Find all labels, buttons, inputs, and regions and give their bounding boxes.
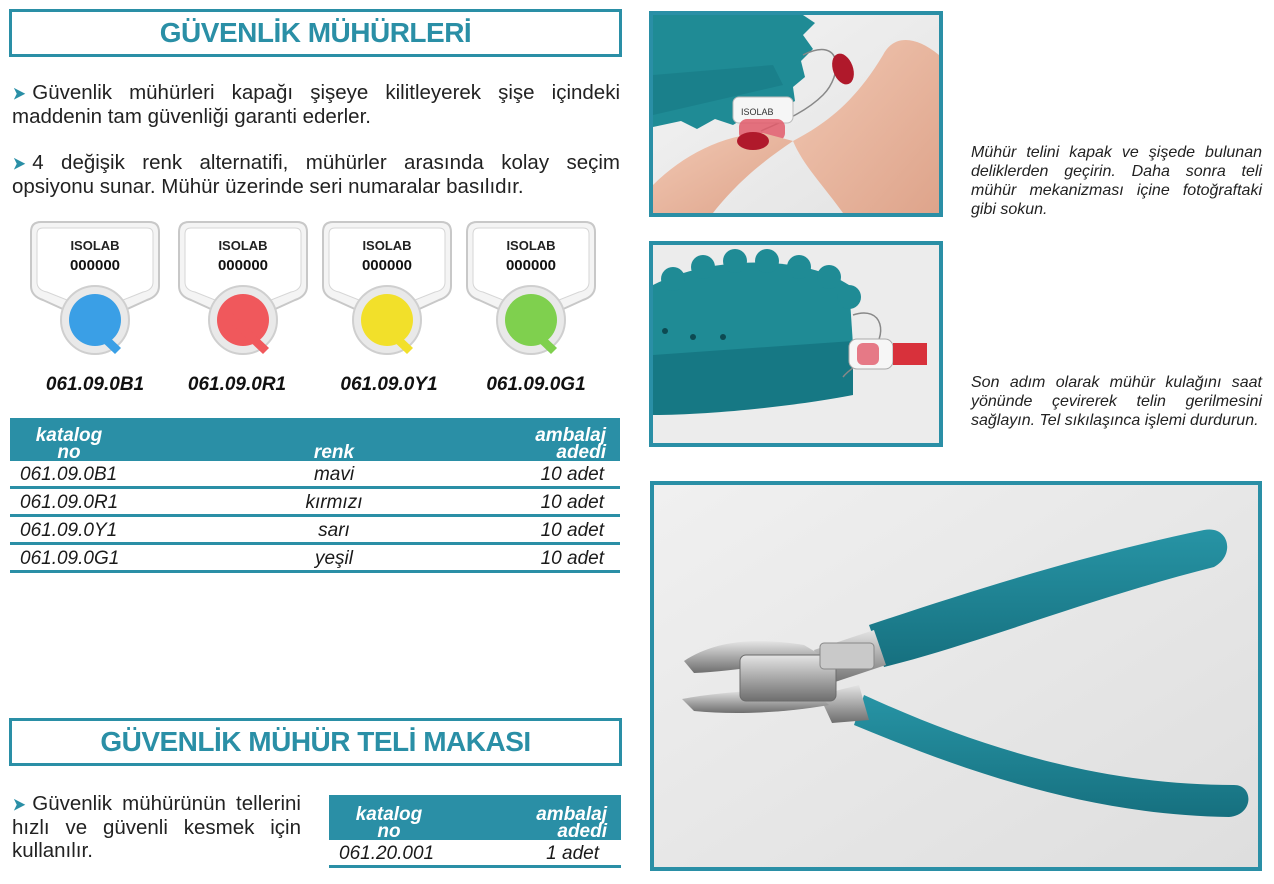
cell-catalog: 061.09.0Y1 (10, 516, 128, 544)
cell-color: mavi (128, 461, 500, 488)
header-color (128, 418, 500, 461)
header-catalog-no (329, 795, 449, 840)
header-pack-line1: ambalaj (536, 804, 607, 825)
section-title-seals (9, 9, 622, 57)
photo-tightened-seal (649, 241, 943, 447)
seal-code-green: 061.09.0G1 (486, 374, 586, 395)
seals-paragraph-2-text: 4 değişik renk alternatifi, mühürler arasında kolay seçim opsiyonu sunar. Mühür üzerinde seri numaralar basılıdır. (12, 151, 620, 198)
cutter-title-text: GÜVENLİK MÜHÜR TELİ MAKASI (100, 726, 531, 757)
cell-pack: 1 adet (449, 840, 621, 867)
cell-color: kırmızı (128, 488, 500, 516)
table-row (329, 840, 621, 867)
header-catalog-no (10, 418, 128, 461)
cell-catalog: 061.09.0R1 (10, 488, 128, 516)
seals-title-text: GÜVENLİK MÜHÜRLERİ (159, 17, 472, 48)
caption-step-2: Son adım olarak mühür kulağını saat yönünde çevirerek telin gerilmesini sağlayın. Tel sıkılaşınca işlemi durdurun. (971, 374, 1262, 429)
seal-serial-text: 000000 (505, 257, 557, 274)
chevron-right-icon: ➤ (12, 83, 27, 104)
seals-catalog-table (10, 418, 620, 573)
seals-paragraph-1-text: Güvenlik mühürleri kapağı şişeye kilitleyerek şişe içindeki maddenin tam güvenliği garanti ederler. (12, 81, 620, 128)
cell-catalog: 061.20.001 (329, 840, 449, 867)
seal-brand-text: ISOLAB (70, 238, 120, 253)
header-catalog-line2: no (377, 821, 401, 842)
cell-pack: 10 adet (500, 516, 620, 544)
header-catalog-line1: katalog (355, 804, 423, 825)
header-pack (449, 795, 621, 840)
cell-pack: 10 adet (500, 544, 620, 572)
seal-code-red: 061.09.0R1 (187, 374, 287, 395)
chevron-right-icon: ➤ (12, 794, 27, 815)
svg-text:ISOLAB: ISOLAB (741, 107, 774, 117)
seal-image (25, 220, 165, 360)
seal-serial-text: 000000 (361, 257, 413, 274)
photo-wire-cutter (650, 481, 1262, 871)
header-pack-line1: ambalaj (535, 425, 606, 446)
seal-brand-text: ISOLAB (218, 238, 268, 253)
header-catalog-line1: katalog (35, 425, 103, 446)
header-pack (500, 418, 620, 461)
seal-brand-text: ISOLAB (506, 238, 556, 253)
tightened-seal-photo-graphic (653, 245, 939, 443)
wire-cutter-photo-graphic (654, 485, 1258, 867)
seal-code-blue: 061.09.0B1 (45, 374, 145, 395)
chevron-right-icon: ➤ (12, 153, 27, 174)
cell-pack: 10 adet (500, 461, 620, 488)
header-color-text: renk (313, 442, 355, 463)
seal-image (173, 220, 313, 360)
seal-brand-text: ISOLAB (362, 238, 412, 253)
seal-images-row (25, 220, 615, 360)
cutter-catalog-table (329, 795, 621, 868)
table-row (10, 544, 620, 572)
cell-color: yeşil (128, 544, 500, 572)
threading-photo-graphic (653, 15, 939, 213)
header-pack-line2: adedi (557, 821, 607, 842)
header-pack-line2: adedi (556, 442, 606, 463)
cutter-paragraph-text: Güvenlik mühürünün tellerini hızlı ve güvenli kesmek için kullanılır. (12, 792, 301, 862)
photo-threading-wire (649, 11, 943, 217)
header-catalog-line2: no (57, 442, 81, 463)
cell-catalog: 061.09.0G1 (10, 544, 128, 572)
seal-image (461, 220, 601, 360)
seals-paragraph-2 (12, 151, 620, 198)
table-row (10, 488, 620, 516)
table-row (10, 516, 620, 544)
seal-serial-text: 000000 (217, 257, 269, 274)
seals-paragraph-1 (12, 81, 620, 128)
caption-step-1: Mühür telini kapak ve şişede bulunan deliklerden geçirin. Daha sonra teli mühür mekanizması içine fotoğraftaki gibi sokun. (971, 144, 1262, 218)
seal-code-yellow: 061.09.0Y1 (340, 374, 438, 395)
table-row (10, 461, 620, 488)
seal-image (317, 220, 457, 360)
section-title-cutter (9, 718, 622, 766)
cutter-paragraph (12, 792, 301, 862)
cell-catalog: 061.09.0B1 (10, 461, 128, 488)
cell-color: sarı (128, 516, 500, 544)
cell-pack: 10 adet (500, 488, 620, 516)
seal-serial-text: 000000 (69, 257, 121, 274)
